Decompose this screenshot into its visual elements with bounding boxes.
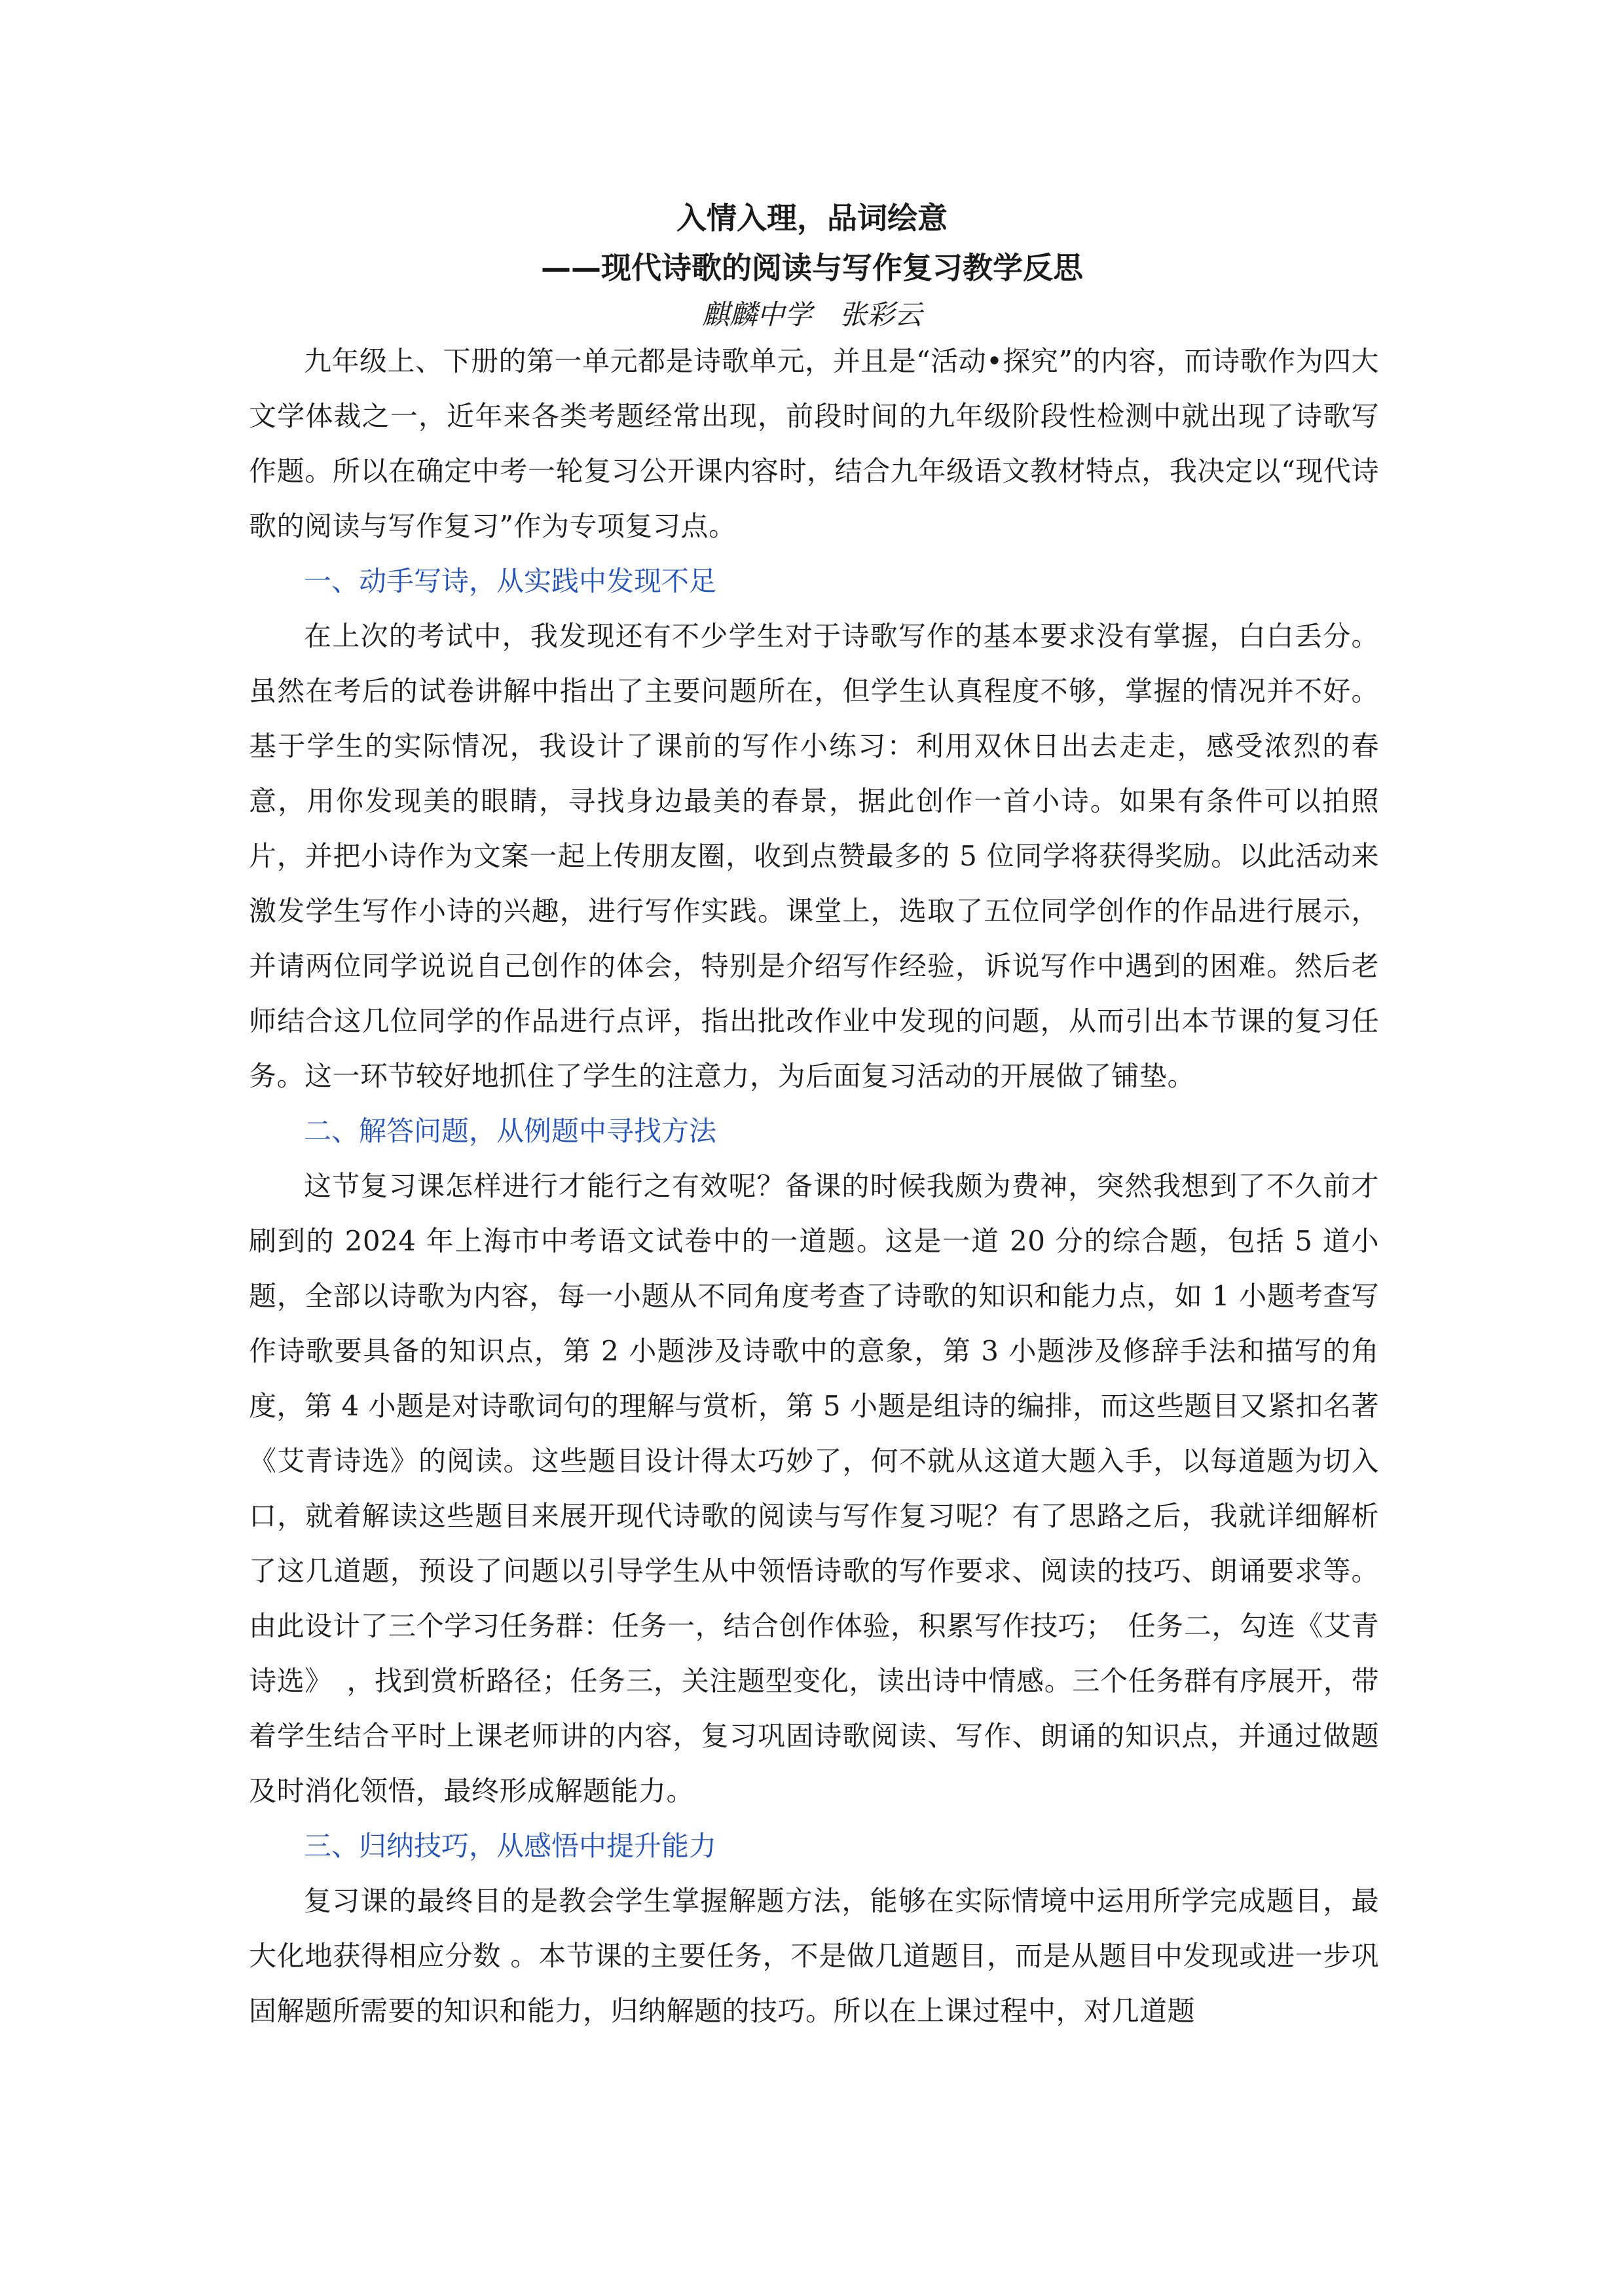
section-heading-3: 三、归纳技巧，从感悟中提升能力 — [304, 1830, 717, 1862]
paragraph-section-3: 复习课的最终目的是教会学生掌握解题方法，能够在实际情境中运用所学完成题目，最大化地获得相应分数 。本节课的主要任务，不是做几道题目，而是从题目中发现或进一步巩固解题所需要的知识和能力，归纳解题的技巧。所以在上课过程中，对几道题 — [249, 1885, 1379, 2027]
section-heading-1: 一、动手写诗，从实践中发现不足 — [304, 565, 717, 597]
document-subtitle: ——现代诗歌的阅读与写作复习教学反思 — [541, 250, 1083, 285]
document-header — [249, 193, 1375, 337]
paragraph-section-2: 这节复习课怎样进行才能行之有效呢？备课的时候我颇为费神，突然我想到了不久前才刷到的 2024 年上海市中考语文试卷中的一道题。这是一道 20 分的综合题，包括 5 道小题，全部以诗歌为内容，每一小题从不同角度考查了诗歌的知识和能力点，如 1 小题考查写作诗歌要具备的知识点，第 2 小题涉及诗歌中的意象，第 3 小题涉及修辞手法和描写的角度，第 4 小题是对诗歌词句的理解与赏析，第 5 小题是组诗的编排，而这些题目又紧扣名著《艾青诗选》的阅读。这些题目设计得太巧妙了，何不就从这道大题入手，以每道题为切入口，就着解读这些题目来展开现代诗歌的阅读与写作复习呢？有了思路之后，我就详细解析了这几道题，预设了问题以引导学生从中领悟诗歌的写作要求、阅读的技巧、朗诵要求等。由此设计了三个学习任务群：任务一，结合创作体验，积累写作技巧； 任务二，勾连《艾青诗选》 ，找到赏析路径；任务三，关注题型变化，读出诗中情感。三个任务群有序展开，带着学生结合平时上课老师讲的内容，复习巩固诗歌阅读、写作、朗诵的知识点，并通过做题及时消化领悟，最终形成解题能力。 — [249, 1170, 1379, 1807]
section-heading-2: 二、解答问题，从例题中寻找方法 — [304, 1115, 717, 1147]
paragraph-intro: 九年级上、下册的第一单元都是诗歌单元，并且是“活动•探究”的内容，而诗歌作为四大文学体裁之一，近年来各类考题经常出现，前段时间的九年级阶段性检测中就出现了诗歌写作题。所以在确定中考一轮复习公开课内容时，结合九年级语文教材特点，我决定以“现代诗歌的阅读与写作复习”作为专项复习点。 — [249, 345, 1379, 542]
paragraph-section-1: 在上次的考试中，我发现还有不少学生对于诗歌写作的基本要求没有掌握，白白丢分。虽然在考后的试卷讲解中指出了主要问题所在，但学生认真程度不够，掌握的情况并不好。基于学生的实际情况，我设计了课前的写作小练习：利用双休日出去走走，感受浓烈的春意，用你发现美的眼睛，寻找身边最美的春景，据此创作一首小诗。如果有条件可以拍照片，并把小诗作为文案一起上传朋友圈，收到点赞最多的 5 位同学将获得奖励。以此活动来激发学生写作小诗的兴趣，进行写作实践。课堂上，选取了五位同学创作的作品进行展示，并请两位同学说说自己创作的体会，特别是介绍写作经验，诉说写作中遇到的困难。然后老师结合这几位同学的作品进行点评，指出批改作业中发现的问题，从而引出本节课的复习任务。这一环节较好地抓住了学生的注意力，为后面复习活动的开展做了铺垫。 — [249, 620, 1379, 1092]
document-body — [249, 334, 1379, 2039]
document-author: 麒麟中学 张彩云 — [701, 299, 922, 331]
document-title: 入情入理，品词绘意 — [676, 200, 948, 236]
